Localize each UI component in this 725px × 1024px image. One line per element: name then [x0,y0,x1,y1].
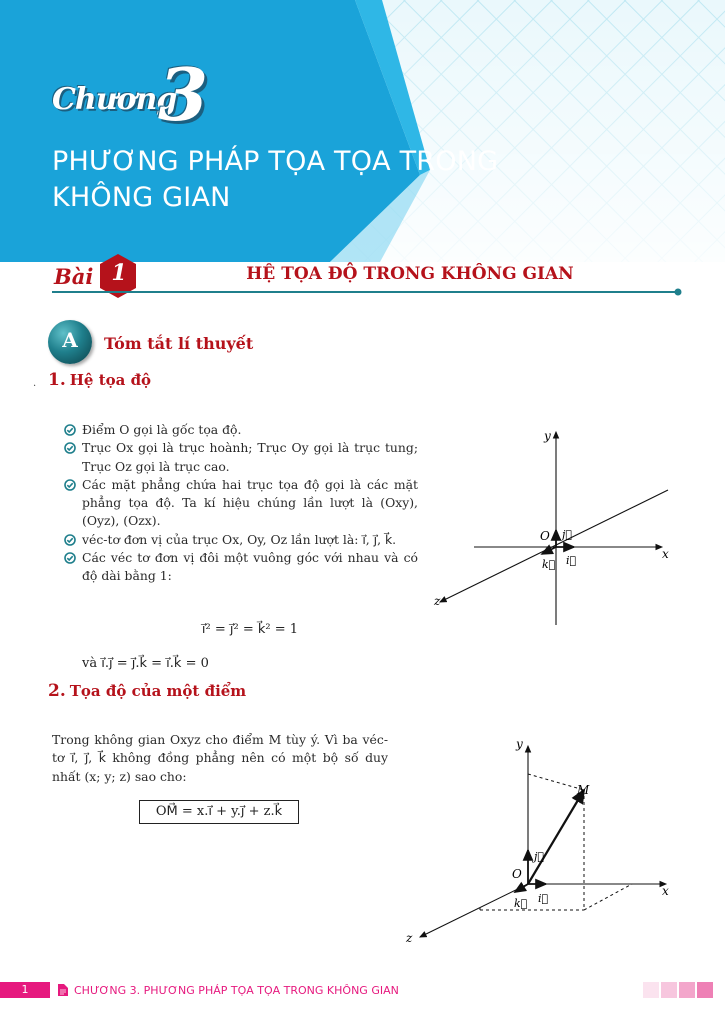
lesson-word: Bài [54,264,94,289]
check-circle-icon [64,552,76,564]
subsection-2-title: Tọa độ của một điểm [69,682,247,700]
fig1-label-j: j⃗ [562,528,573,541]
footer-decor-square [661,982,677,998]
fig2-label-j: j⃗ [534,850,545,863]
fig1-label-o: O [540,529,550,543]
list-item [64,476,418,531]
fig1-label-k: k⃗ [542,558,556,571]
fig1-label-z: z [434,594,441,608]
boxed-vector-formula: OM⃗ = x.i⃗ + y.j⃗ + z.k⃗ [139,800,299,824]
fig2-label-i: i⃗ [538,892,549,905]
bullet-text: Trục Ox gọi là trục hoành; Trục Oy gọi là trục tung; Trục Oz gọi là trục cao. [82,440,418,474]
subsection-2-number: 2. [48,681,66,701]
chapter-title [52,144,612,216]
subsection-1-heading [48,370,151,390]
check-circle-icon [64,442,76,454]
bullet-text: Các mặt phẳng chứa hai trục tọa độ gọi là các mặt phẳng tọa độ. Ta kí hiệu chúng lần lượt là (Oxy), (Oyz), (Ozx). [82,476,418,529]
section-a-title: Tóm tắt lí thuyết [104,334,254,353]
chapter-word: Chương [52,82,177,117]
list-item [64,439,418,476]
list-item [64,531,418,549]
check-circle-icon [64,534,76,546]
fig1-label-x: x [662,547,669,561]
orthogonality-formula: và i⃗.j⃗ = j⃗.k⃗ = i⃗.k⃗ = 0 [82,656,209,671]
page-number: 1 [0,982,50,998]
point-coordinate-paragraph: Trong không gian Oxyz cho điểm M tùy ý. Vì ba véc-tơ i⃗, j⃗, k⃗ không đồng phẳng nên có một bộ số duy nhất (x; y; z) sao cho: [52,732,388,784]
fig2-label-x: x [662,884,669,898]
fig2-label-y: y [516,737,523,751]
footer-decor-square [697,982,713,998]
subsection-1-number: 1. [48,370,66,390]
point-coordinates-figure [400,732,680,947]
unit-length-formula: i⃗² = j⃗² = k⃗² = 1 [201,622,299,637]
fig2-label-k: k⃗ [514,897,528,910]
subsection-2-heading [48,681,246,701]
fig1-label-i: i⃗ [566,554,577,567]
bullet-text: véc-tơ đơn vị của trục Ox, Oy, Oz lần lượt là: i⃗, j⃗, k⃗. [82,531,397,547]
lesson-title: HỆ TỌA ĐỘ TRONG KHÔNG GIAN [246,264,574,284]
bullet-text: Điểm O gọi là gốc tọa độ. [82,422,242,437]
footer-decor-square [679,982,695,998]
bullet-list [64,421,418,586]
footer-decor-square [643,982,659,998]
subsection-1-title: Hệ tọa độ [69,371,152,389]
coordinate-system-figure [420,420,680,640]
check-circle-icon [64,479,76,491]
fig2-label-m: M [577,783,590,797]
chapter-title-line2: KHÔNG GIAN [52,182,231,213]
margin-dot: . [33,378,37,389]
chapter-number: 3 [158,52,209,137]
footer-chapter-title: CHƯƠNG 3. PHƯƠNG PHÁP TỌA TỌA TRONG KHÔNG GIAN [74,984,399,997]
list-item [64,421,418,439]
check-circle-icon [64,424,76,436]
fig2-label-o: O [512,867,522,881]
lesson-number: 1 [111,260,127,286]
lesson-underline [52,288,682,296]
document-icon [58,984,68,996]
fig2-label-z: z [406,931,413,945]
section-a-letter: A [62,328,78,352]
fig1-label-y: y [544,429,551,443]
bullet-text: Các véc tơ đơn vị đôi một vuông góc với nhau và có độ dài bằng 1: [82,550,418,584]
chapter-title-line1: PHƯƠNG PHÁP TỌA TỌA TRONG [52,146,499,177]
list-item [64,549,418,586]
chapter-header-background [0,0,725,262]
